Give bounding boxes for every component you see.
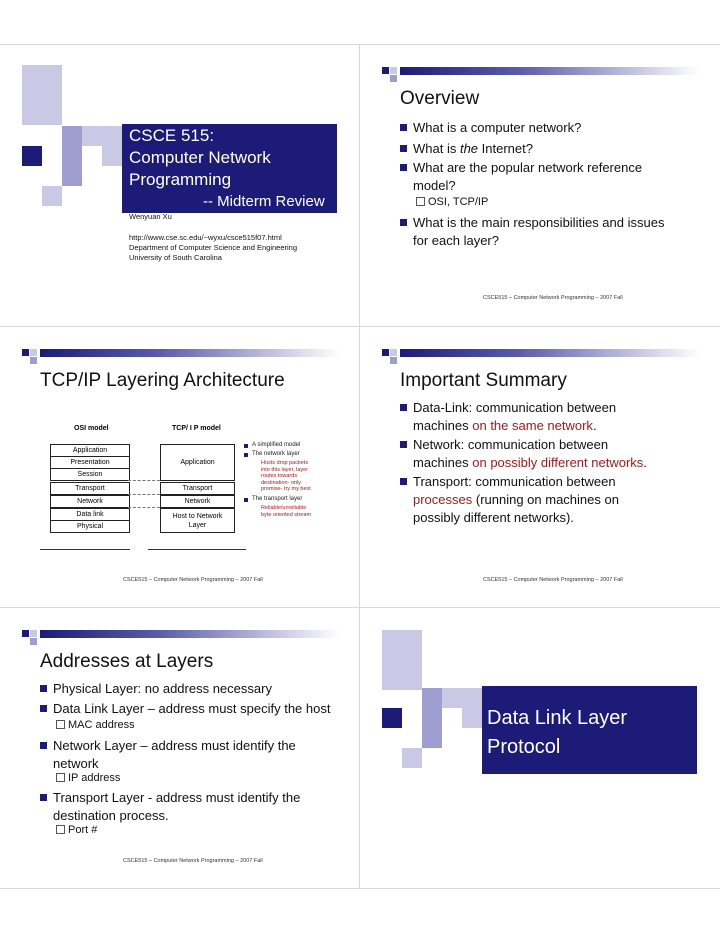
layer-connector xyxy=(128,507,160,508)
sub-bullet xyxy=(416,196,488,208)
decor-square xyxy=(382,67,389,74)
bullet-text: What is the main responsibilities and issues xyxy=(413,215,665,230)
note-subtext xyxy=(261,460,311,493)
decor-square xyxy=(62,166,82,186)
bullet-text: for each layer? xyxy=(413,233,499,248)
bullet-highlight: on possibly different networks xyxy=(472,455,644,470)
note-bullet xyxy=(244,444,248,448)
header-bar xyxy=(40,630,340,638)
decor-square xyxy=(382,708,402,728)
osi-layer: Session xyxy=(50,468,130,481)
tcpip-layer-text: Host to Network xyxy=(172,512,223,520)
osi-model-label: OSI model xyxy=(74,425,109,432)
bullet xyxy=(400,159,710,195)
tcpip-layer: Application xyxy=(160,444,235,481)
title-line: -- Midterm Review xyxy=(203,193,325,210)
note-text: A simplified model xyxy=(252,442,301,448)
bullet-text: What are the popular network reference xyxy=(413,160,643,175)
bullet-text: Transport: communication between xyxy=(413,474,616,489)
slide-footer: CSCE515 – Computer Network Programming – 2007 Fall xyxy=(483,295,623,301)
osi-layer: Network xyxy=(50,495,130,508)
bullet xyxy=(400,436,716,472)
title-line: Programming xyxy=(129,170,232,189)
slide-footer: CSCE515 – Computer Network Programming – 2007 Fall xyxy=(123,858,263,864)
bullet-highlight: processes xyxy=(413,492,473,507)
bullet-text: possibly different networks). xyxy=(413,510,574,525)
decor-square xyxy=(462,708,482,728)
sub-bullet xyxy=(56,824,97,836)
bullet-text: What is xyxy=(413,141,460,156)
decor-square xyxy=(102,146,122,166)
bullet xyxy=(400,399,710,435)
layer-connector xyxy=(128,480,160,481)
osi-layer: Presentation xyxy=(50,456,130,469)
header-bar xyxy=(400,349,700,357)
bullet-text: . xyxy=(592,418,597,433)
section-title xyxy=(487,704,627,762)
sub-bullet-text: Port # xyxy=(68,824,98,836)
tcpip-model-label: TCP/ I P model xyxy=(172,425,221,432)
note-bullet xyxy=(244,498,248,502)
course-url: http://www.cse.sc.edu/~wyxu/csce515f07.html xyxy=(129,233,282,242)
slide-data-link-layer xyxy=(360,608,720,888)
slide-overview xyxy=(360,45,720,326)
bullet xyxy=(40,700,356,718)
osi-layer: Physical xyxy=(50,520,130,533)
bullet xyxy=(40,737,352,773)
note-text: The network layer xyxy=(252,451,300,457)
layer-connector xyxy=(128,494,160,495)
university: University of South Carolina xyxy=(129,253,222,262)
decor-square xyxy=(390,67,397,74)
osi-layer: Application xyxy=(50,444,130,457)
bullet xyxy=(40,789,352,825)
bullet-text: What is a computer network? xyxy=(413,120,582,135)
note-line: Reliable/unreliable xyxy=(261,505,307,511)
bullet-text: model? xyxy=(413,178,456,193)
slide-tcpip-layering xyxy=(0,327,359,607)
decor-square xyxy=(442,688,482,708)
bullet-emphasis: the xyxy=(459,141,479,156)
tcpip-layer: Network xyxy=(160,495,235,508)
sub-bullet-text: IP address xyxy=(68,772,121,784)
tcpip-layer: Transport xyxy=(160,482,235,495)
bullet xyxy=(400,473,710,527)
bullet-text: Internet? xyxy=(478,141,533,156)
slide-heading: Addresses at Layers xyxy=(40,651,214,672)
title-line: CSCE 515: xyxy=(129,126,215,145)
title-line: Computer Network xyxy=(129,148,271,167)
decor-square xyxy=(390,349,397,356)
bullet-text: Network Layer – address must identify the xyxy=(53,738,296,753)
decor-square xyxy=(382,630,422,690)
note-line: destination- only xyxy=(261,479,302,486)
note-line: byte oriented stream xyxy=(261,511,312,518)
note-line: into this layer, layer xyxy=(261,466,309,473)
slide-heading: Important Summary xyxy=(400,370,567,391)
header-bar xyxy=(400,67,700,75)
section-title-line: Data Link Layer xyxy=(487,707,628,729)
decor-square xyxy=(390,357,397,364)
slide-title xyxy=(0,45,359,326)
decor-square xyxy=(422,688,442,728)
decor-square xyxy=(422,728,442,748)
section-title-line: Protocol xyxy=(487,736,561,758)
bullet-highlight: on the same network xyxy=(472,418,593,433)
slide-footer: CSCE515 – Computer Network Programming – 2007 Fall xyxy=(123,577,263,583)
decor-square xyxy=(390,75,397,82)
slide-addresses-at-layers xyxy=(0,608,359,888)
sub-bullet-text: OSI, TCP/IP xyxy=(428,196,489,208)
osi-layer: Transport xyxy=(50,482,130,495)
slide-title-text xyxy=(129,125,325,212)
decor-square xyxy=(30,630,37,637)
page-separator xyxy=(0,888,720,889)
tcpip-layer-text: Layer xyxy=(188,521,207,529)
note-subtext xyxy=(261,505,311,518)
decor-square xyxy=(22,65,62,125)
decor-square xyxy=(382,349,389,356)
bullet-text: Transport Layer - address must identify the xyxy=(53,790,301,805)
decor-square xyxy=(402,748,422,768)
decor-square xyxy=(22,630,29,637)
slide-heading: Overview xyxy=(400,88,480,109)
decor-square xyxy=(42,186,62,206)
bullet-text: Data Link Layer – address must specify the host xyxy=(53,701,331,716)
decor-square xyxy=(30,349,37,356)
department: Department of Computer Science and Engineering xyxy=(129,243,298,252)
bullet-text: (running on machines on xyxy=(472,492,619,507)
decor-square xyxy=(22,146,42,166)
bullet-text: Network: communication between xyxy=(413,437,609,452)
decor-square xyxy=(22,349,29,356)
header-bar xyxy=(40,349,340,357)
note-text: The transport layer xyxy=(252,496,303,502)
decor-square xyxy=(62,126,82,166)
baseline xyxy=(148,549,246,550)
note-line: promise- try my best xyxy=(261,486,311,492)
slide-heading: TCP/IP Layering Architecture xyxy=(40,370,285,391)
bullet-text: . xyxy=(643,455,647,470)
bullet xyxy=(400,214,710,250)
tcpip-layer xyxy=(160,508,235,533)
sub-bullet xyxy=(56,772,120,784)
decor-square xyxy=(30,357,37,364)
author-name: Wenyuan Xu xyxy=(129,212,172,221)
sub-bullet xyxy=(56,719,135,731)
bullet xyxy=(400,119,710,137)
bullet-text: machines xyxy=(413,455,473,470)
bullet-text: machines xyxy=(413,418,473,433)
bullet-text: Data-Link: communication between xyxy=(413,400,617,415)
bullet-text: network xyxy=(53,756,99,771)
author-info xyxy=(129,212,297,263)
decor-square xyxy=(30,638,37,645)
slide-footer: CSCE515 – Computer Network Programming – 2007 Fall xyxy=(483,577,623,583)
note-line: routes towards xyxy=(261,473,298,479)
osi-layer: Data link xyxy=(50,508,130,521)
bullet xyxy=(400,140,710,158)
bullet-text: Physical Layer: no address necessary xyxy=(53,681,272,696)
note-bullet xyxy=(244,453,248,457)
baseline xyxy=(40,549,130,550)
note-line: Hosts drop packets xyxy=(261,460,309,466)
sub-bullet-text: MAC address xyxy=(68,719,135,731)
bullet xyxy=(40,680,352,698)
bullet-text: destination process. xyxy=(53,808,169,823)
decor-square xyxy=(82,126,122,146)
slide-important-summary xyxy=(360,327,720,607)
